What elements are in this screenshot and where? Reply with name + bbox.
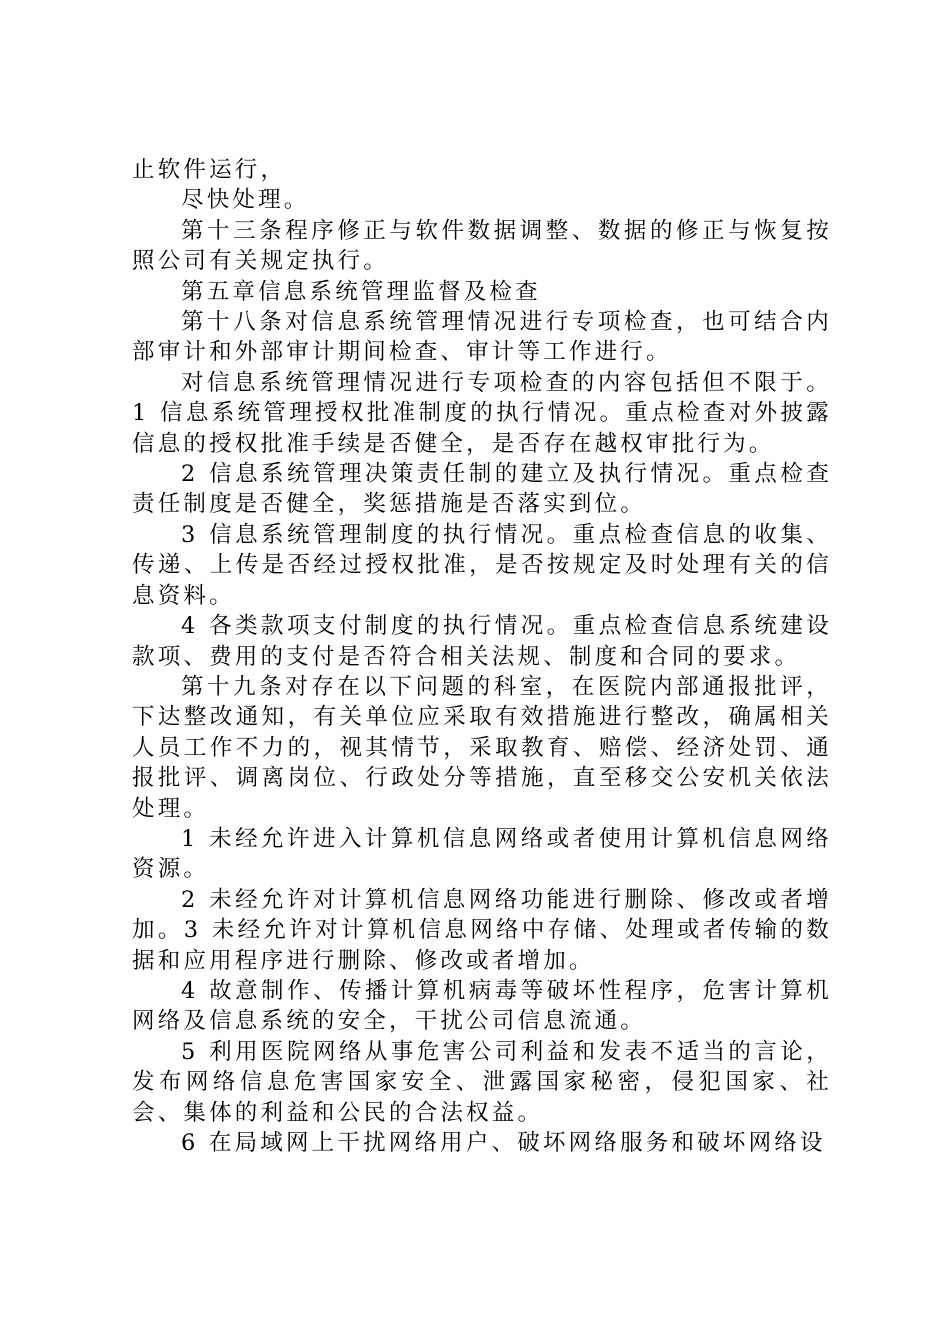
paragraph: 4 故意制作、传播计算机病毒等破坏性程序，危害计算机网络及信息系统的安全，干扰公司信息流通。	[132, 977, 832, 1035]
paragraph: 2 信息系统管理决策责任制的建立及执行情况。重点检查责任制度是否健全，奖惩措施是否落实到位。	[132, 461, 832, 518]
paragraph: 对信息系统管理情况进行专项检查的内容包括但不限于。1 信息系统管理授权批准制度的执行情况。重点检查对外披露信息的授权批准手续是否健全，是否存在越权审批行为。	[132, 369, 832, 457]
paragraph: 尽快处理。	[181, 187, 310, 214]
paragraph: 止软件运行，	[132, 157, 287, 183]
paragraph: 5 利用医院网络从事危害公司利益和发表不适当的言论，发布网络信息危害国家安全、泄露国家秘密，侵犯国家、社会、集体的利益和公民的合法权益。	[132, 1038, 832, 1126]
document-body	[132, 155, 832, 1158]
paragraph: 2 未经允许对计算机信息网络功能进行删除、修改或者增加。3 未经允许对计算机信息网络中存储、处理或者传输的数据和应用程序进行删除、修改或者增加。	[132, 886, 832, 974]
chapter-heading: 第五章信息系统管理监督及检查	[181, 278, 541, 305]
paragraph: 第十九条对存在以下问题的科室，在医院内部通报批评，下达整改通知，有关单位应采取有效措施进行整改，确属相关人员工作不力的，视其情节，采取教育、赔偿、经济处罚、通报批评、调离岗位、行政处分等措施，直至移交公安机关依法处理。	[132, 673, 832, 822]
paragraph: 6 在局域网上干扰网络用户、破坏网络服务和破坏网络设	[181, 1130, 826, 1156]
paragraph: 第十三条程序修正与软件数据调整、数据的修正与恢复按照公司有关规定执行。	[132, 217, 832, 275]
paragraph: 3 信息系统管理制度的执行情况。重点检查信息的收集、传递、上传是否经过授权批准，是否按规定及时处理有关的信息资料。	[132, 521, 832, 609]
paragraph: 第十八条对信息系统管理情况进行专项检查，也可结合内部审计和外部审计期间检查、审计等工作进行。	[132, 309, 832, 366]
paragraph: 4 各类款项支付制度的执行情况。重点检查信息系统建设款项、费用的支付是否符合相关法规、制度和合同的要求。	[132, 613, 832, 670]
paragraph: 1 未经允许进入计算机信息网络或者使用计算机信息网络资源。	[132, 825, 832, 883]
